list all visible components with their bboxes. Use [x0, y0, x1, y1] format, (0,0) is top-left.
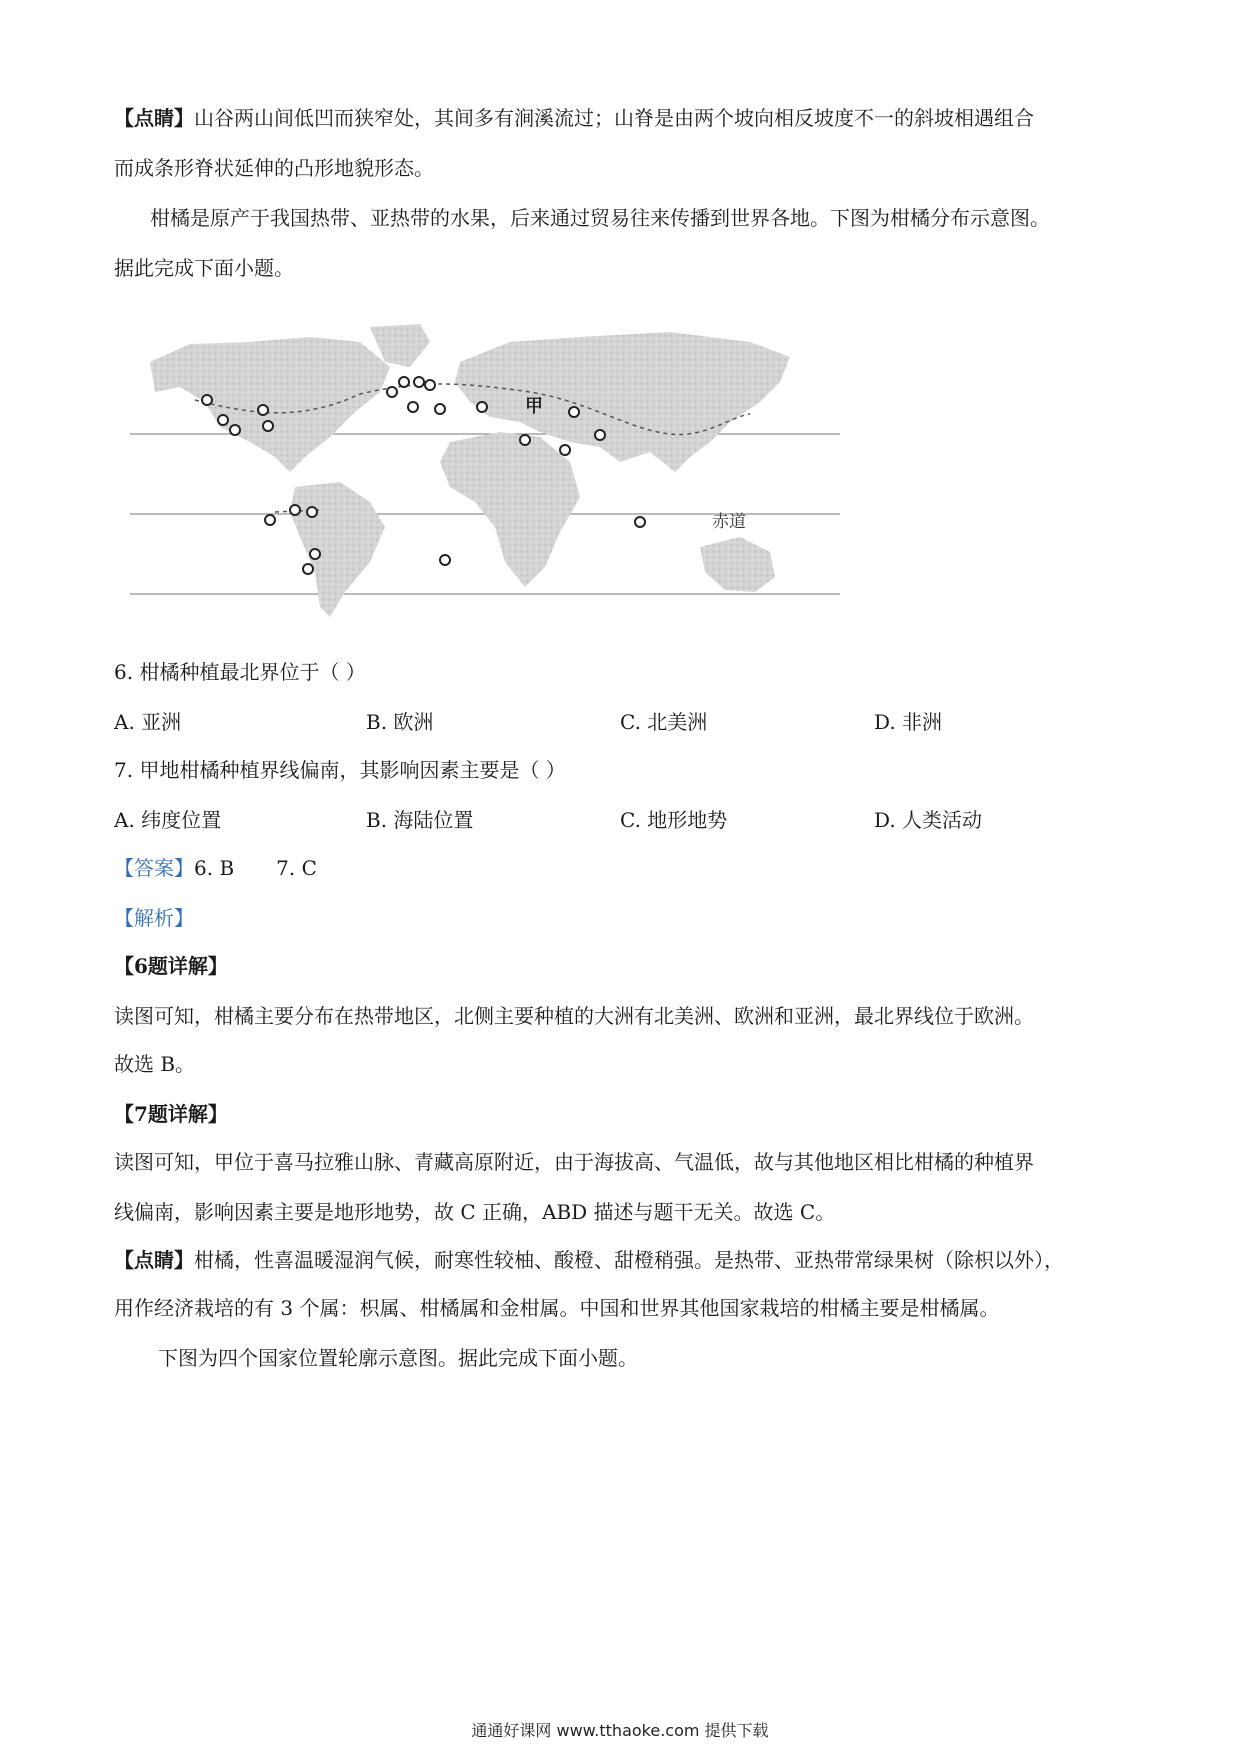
q6-option-a: A. 亚洲: [114, 710, 182, 734]
tip2-line-2: 用作经济栽培的有 3 个属：枳属、柑橘属和金柑属。中国和世界其他国家栽培的柑橘主要是柑橘属。: [114, 1296, 1000, 1320]
citrus-marker: [387, 387, 397, 397]
detail-6-line-2: 故选 B。: [114, 1052, 196, 1076]
intro-line-1: 柑橘是原产于我国热带、亚热带的水果，后来通过贸易往来传播到世界各地。下图为柑橘分布示意图。: [150, 206, 1050, 230]
tip2-text: 柑橘，性喜温暖湿润气候，耐寒性较柚、酸橙、甜橙稍强。是热带、亚热带常绿果树（除枳以外），: [194, 1248, 1064, 1272]
citrus-marker: [307, 507, 317, 517]
q7-option-b: B. 海陆位置: [366, 808, 474, 832]
label-equator: 赤道: [712, 512, 746, 532]
africa-shape: [440, 432, 580, 587]
citrus-marker: [290, 505, 300, 515]
south-america-shape: [290, 482, 385, 617]
citrus-distribution-map: [130, 322, 850, 642]
citrus-marker: [230, 425, 240, 435]
citrus-marker: [477, 402, 487, 412]
detail-7-line-2: 线偏南，影响因素主要是地形地势，故 C 正确，ABD 描述与题干无关。故选 C。: [114, 1200, 836, 1224]
question-6-stem: 6. 柑橘种植最北界位于（ ）: [114, 660, 366, 684]
tip-text: 山谷两山间低凹而狭窄处，其间多有涧溪流过；山脊是由两个坡向相反坡度不一的斜坡相遇组合: [194, 106, 1034, 130]
tip-tag: 【点睛】: [114, 106, 194, 130]
detail-6-line-1: 读图可知，柑橘主要分布在热带地区，北侧主要种植的大洲有北美洲、欧洲和亚洲，最北界线位于欧洲。: [114, 1004, 1034, 1028]
citrus-marker: [310, 549, 320, 559]
citrus-marker: [560, 445, 570, 455]
citrus-marker: [635, 517, 645, 527]
intro-line-2: 据此完成下面小题。: [114, 256, 294, 280]
q7-option-a: A. 纬度位置: [114, 808, 222, 832]
citrus-marker: [265, 515, 275, 525]
q6-option-b: B. 欧洲: [366, 710, 434, 734]
analysis-tag: 【解析】: [114, 906, 194, 930]
citrus-marker: [520, 435, 530, 445]
answer-line: [114, 854, 317, 882]
citrus-marker: [258, 405, 268, 415]
citrus-marker: [303, 564, 313, 574]
citrus-marker: [399, 377, 409, 387]
detail-7-tag: 【7题详解】: [114, 1102, 228, 1126]
tip2-line-1: [114, 1246, 1064, 1274]
detail-6-tag: 【6题详解】: [114, 954, 228, 978]
citrus-marker: [263, 421, 273, 431]
detail-7-line-1: 读图可知，甲位于喜马拉雅山脉、青藏高原附近，由于海拔高、气温低，故与其他地区相比柑橘的种植界: [114, 1150, 1034, 1174]
q7-option-c: C. 地形地势: [620, 808, 728, 832]
answer-6: 6. B: [194, 856, 235, 880]
citrus-marker: [435, 404, 445, 414]
citrus-marker: [425, 380, 435, 390]
answer-tag: 【答案】: [114, 856, 194, 880]
tip-paragraph-line-2: 而成条形脊状延伸的凸形地貌形态。: [114, 156, 434, 180]
citrus-marker: [414, 377, 424, 387]
citrus-marker: [202, 395, 212, 405]
citrus-marker: [440, 555, 450, 565]
label-jia: 甲: [525, 396, 543, 417]
citrus-marker: [408, 402, 418, 412]
citrus-marker: [569, 407, 579, 417]
next-intro: 下图为四个国家位置轮廓示意图。据此完成下面小题。: [158, 1346, 638, 1370]
australia-shape: [700, 537, 775, 592]
q6-option-c: C. 北美洲: [620, 710, 708, 734]
citrus-marker: [595, 430, 605, 440]
q7-option-d: D. 人类活动: [874, 808, 983, 832]
question-7-stem: 7. 甲地柑橘种植界线偏南，其影响因素主要是（ ）: [114, 758, 566, 782]
tip2-tag: 【点睛】: [114, 1248, 194, 1272]
footer-source: 通通好课网 www.tthaoke.com 提供下载: [471, 1721, 769, 1740]
q6-option-d: D. 非洲: [874, 710, 943, 734]
answer-7: 7. C: [276, 856, 317, 880]
tip-paragraph-line-1: [114, 104, 1034, 132]
citrus-marker: [218, 415, 228, 425]
north-america-shape: [150, 337, 390, 472]
